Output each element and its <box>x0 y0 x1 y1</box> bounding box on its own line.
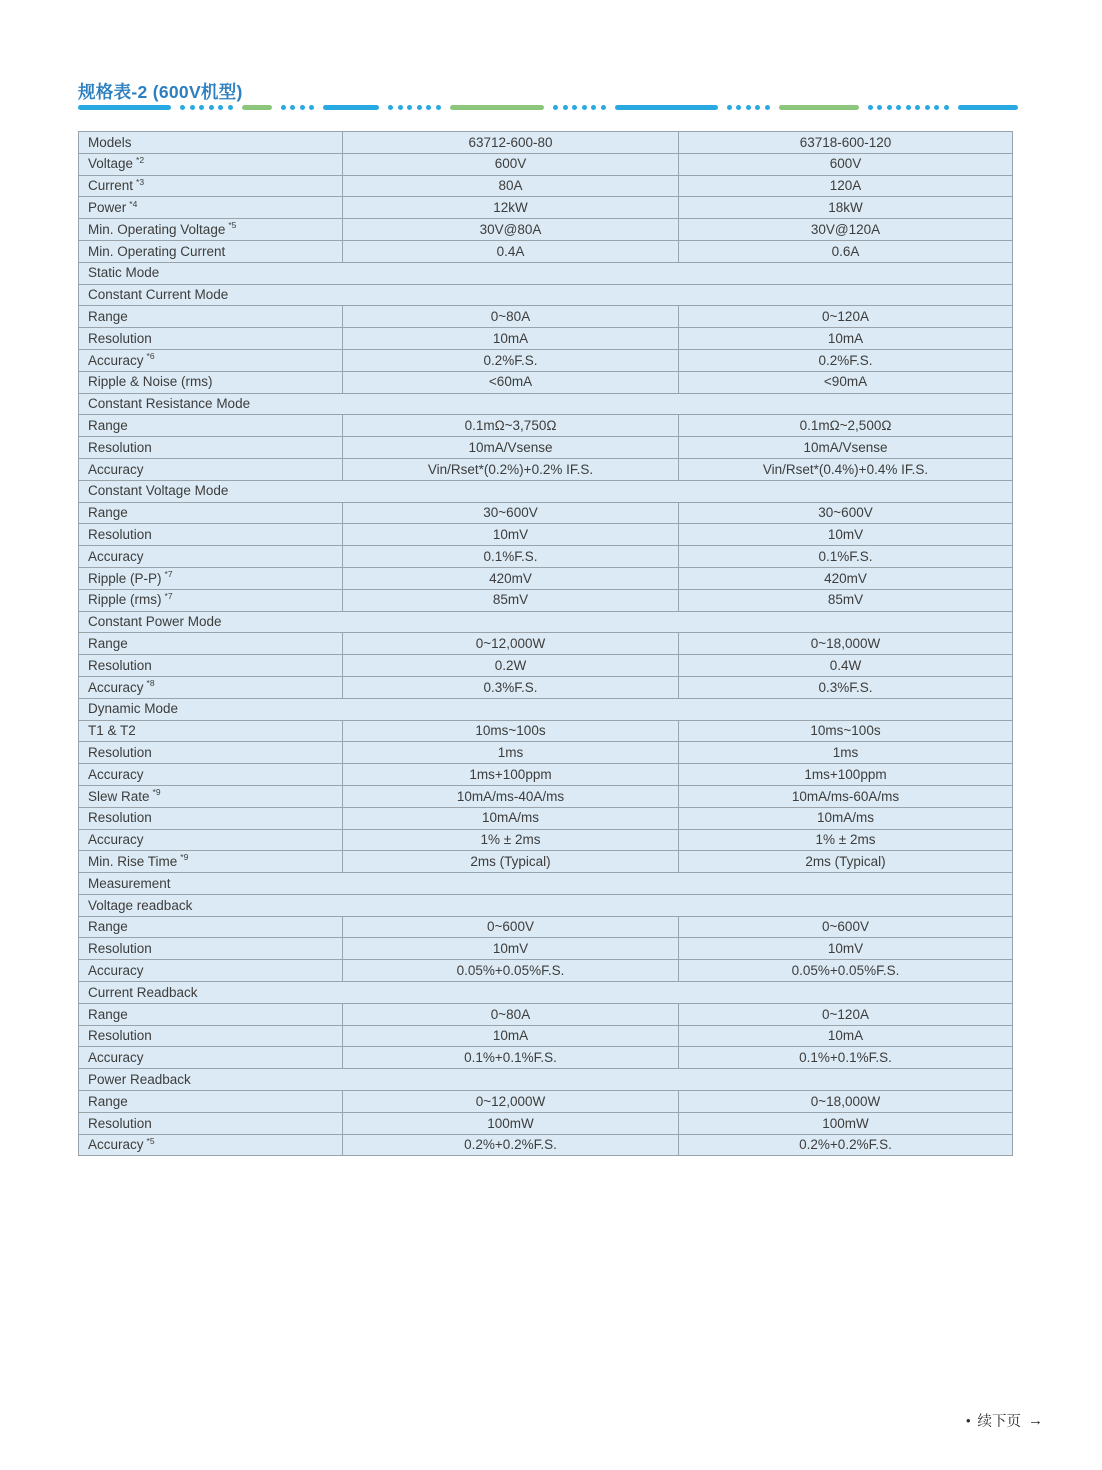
spec-label-cell: Ripple (P-P) $^{*7}$ <box>79 567 343 589</box>
separator-dot <box>417 105 422 110</box>
table-row <box>79 371 1013 393</box>
model-name-cell: 63712-600-80 <box>343 132 679 154</box>
table-row <box>79 720 1013 742</box>
decorative-separator <box>78 104 1018 111</box>
spec-value-cell: 0.2W <box>343 655 679 677</box>
spec-value-cell: 0~80A <box>343 306 679 328</box>
spec-value-cell: 0.1mΩ~2,500Ω <box>679 415 1013 437</box>
spec-value-cell: 1% ± 2ms <box>679 829 1013 851</box>
spec-label-cell: Resolution <box>79 938 343 960</box>
footer-continued-label: 续下页 <box>977 1414 1021 1430</box>
spec-value-cell: 12kW <box>343 197 679 219</box>
spec-value-cell: 18kW <box>679 197 1013 219</box>
spec-value-cell: 10mV <box>679 524 1013 546</box>
separator-dots <box>727 105 770 110</box>
spec-value-cell: 10ms~100s <box>679 720 1013 742</box>
spec-value-cell: 0.6A <box>679 240 1013 262</box>
spec-value-cell: 0~80A <box>343 1003 679 1025</box>
table-row <box>79 676 1013 698</box>
spec-label-cell: Range <box>79 1003 343 1025</box>
spec-label-cell: Resolution <box>79 742 343 764</box>
spec-value-cell: 10ms~100s <box>343 720 679 742</box>
spec-value-cell: Vin/Rset*(0.2%)+0.2% IF.S. <box>343 458 679 480</box>
table-row <box>79 175 1013 197</box>
spec-table <box>78 131 1013 1156</box>
spec-label-cell: Min. Operating Voltage $^{*5}$ <box>79 219 343 241</box>
separator-dot <box>944 105 949 110</box>
separator-dot <box>868 105 873 110</box>
spec-label-cell: Resolution <box>79 1112 343 1134</box>
models-label-cell: Models <box>79 132 343 154</box>
spec-label-cell: Accuracy <box>79 458 343 480</box>
spec-label-cell: Min. Rise Time $^{*9}$ <box>79 851 343 873</box>
separator-dot <box>934 105 939 110</box>
separator-dot <box>218 105 223 110</box>
spec-value-cell: 0.1%F.S. <box>679 546 1013 568</box>
subsection-header-cell: Constant Voltage Mode <box>79 480 1013 502</box>
table-row <box>79 851 1013 873</box>
spec-value-cell: 0.4W <box>679 655 1013 677</box>
spec-label-cell: Resolution <box>79 655 343 677</box>
separator-dot <box>765 105 770 110</box>
separator-dot <box>906 105 911 110</box>
table-row <box>79 982 1013 1004</box>
spec-label-cell: Range <box>79 502 343 524</box>
table-row <box>79 458 1013 480</box>
separator-dot <box>746 105 751 110</box>
table-row <box>79 742 1013 764</box>
footnote-marker: *5 <box>228 220 237 231</box>
subsection-header-cell: Voltage readback <box>79 894 1013 916</box>
spec-value-cell: 420mV <box>343 567 679 589</box>
table-row <box>79 1003 1013 1025</box>
spec-value-cell: 2ms (Typical) <box>343 851 679 873</box>
spec-value-cell: <60mA <box>343 371 679 393</box>
table-row <box>79 393 1013 415</box>
table-row <box>79 328 1013 350</box>
spec-value-cell: 10mA/Vsense <box>679 437 1013 459</box>
spec-value-cell: 10mA <box>343 1025 679 1047</box>
spec-label-cell: Accuracy $^{*5}$ <box>79 1134 343 1156</box>
spec-value-cell: 30~600V <box>679 502 1013 524</box>
section-header-cell: Dynamic Mode <box>79 698 1013 720</box>
subsection-header-cell: Constant Resistance Mode <box>79 393 1013 415</box>
table-row <box>79 1069 1013 1091</box>
table-row <box>79 916 1013 938</box>
spec-label-cell: Accuracy <box>79 546 343 568</box>
spec-value-cell: <90mA <box>679 371 1013 393</box>
table-row <box>79 240 1013 262</box>
spec-value-cell: 0~18,000W <box>679 633 1013 655</box>
spec-label-cell: Ripple (rms) $^{*7}$ <box>79 589 343 611</box>
separator-dot <box>190 105 195 110</box>
spec-value-cell: 100mW <box>679 1112 1013 1134</box>
spec-value-cell: 100mW <box>343 1112 679 1134</box>
separator-dot <box>300 105 305 110</box>
spec-value-cell: 0.1%+0.1%F.S. <box>679 1047 1013 1069</box>
table-row <box>79 1047 1013 1069</box>
spec-value-cell: 10mV <box>343 938 679 960</box>
footnote-marker: *7 <box>164 569 173 580</box>
separator-dot <box>281 105 286 110</box>
spec-value-cell: 30V@120A <box>679 219 1013 241</box>
spec-label-cell: T1 & T2 <box>79 720 343 742</box>
spec-label-cell: Ripple & Noise (rms) <box>79 371 343 393</box>
footnote-marker: *5 <box>146 1135 155 1146</box>
separator-dot <box>398 105 403 110</box>
table-row <box>79 437 1013 459</box>
subsection-header-cell: Constant Power Mode <box>79 611 1013 633</box>
spec-value-cell: 0.4A <box>343 240 679 262</box>
spec-value-cell: 1% ± 2ms <box>343 829 679 851</box>
spec-value-cell: 0.05%+0.05%F.S. <box>343 960 679 982</box>
separator-dot <box>290 105 295 110</box>
separator-dot <box>180 105 185 110</box>
table-row <box>79 938 1013 960</box>
spec-label-cell: Power $^{*4}$ <box>79 197 343 219</box>
separator-dot <box>407 105 412 110</box>
subsection-header-cell: Current Readback <box>79 982 1013 1004</box>
table-row <box>79 132 1013 154</box>
table-row <box>79 611 1013 633</box>
spec-value-cell: 85mV <box>343 589 679 611</box>
spec-value-cell: 10mA/ms-40A/ms <box>343 785 679 807</box>
spec-value-cell: 0~120A <box>679 1003 1013 1025</box>
spec-value-cell: Vin/Rset*(0.4%)+0.4% IF.S. <box>679 458 1013 480</box>
separator-dash <box>779 105 859 110</box>
separator-dot <box>436 105 441 110</box>
separator-dots <box>553 105 606 110</box>
separator-dot <box>755 105 760 110</box>
spec-value-cell: 600V <box>679 153 1013 175</box>
footnote-marker: *4 <box>129 198 138 209</box>
footnote-marker: *9 <box>152 787 161 798</box>
spec-label-cell: Accuracy <box>79 764 343 786</box>
spec-value-cell: 30~600V <box>343 502 679 524</box>
spec-value-cell: 80A <box>343 175 679 197</box>
separator-dot <box>572 105 577 110</box>
separator-dash <box>242 105 272 110</box>
separator-dot <box>209 105 214 110</box>
table-row <box>79 219 1013 241</box>
separator-dot <box>426 105 431 110</box>
spec-value-cell: 85mV <box>679 589 1013 611</box>
footnote-marker: *7 <box>164 590 173 601</box>
spec-value-cell: 0~18,000W <box>679 1091 1013 1113</box>
spec-value-cell: 2ms (Typical) <box>679 851 1013 873</box>
table-row <box>79 284 1013 306</box>
table-row <box>79 829 1013 851</box>
table-row <box>79 1112 1013 1134</box>
spec-value-cell: 10mV <box>679 938 1013 960</box>
spec-value-cell: 0.3%F.S. <box>679 676 1013 698</box>
table-row <box>79 349 1013 371</box>
separator-dots <box>868 105 949 110</box>
section-header-cell: Static Mode <box>79 262 1013 284</box>
spec-value-cell: 0.2%+0.2%F.S. <box>679 1134 1013 1156</box>
table-row <box>79 785 1013 807</box>
separator-dot <box>591 105 596 110</box>
spec-value-cell: 0.1%F.S. <box>343 546 679 568</box>
spec-label-cell: Range <box>79 633 343 655</box>
spec-value-cell: 600V <box>343 153 679 175</box>
table-row <box>79 764 1013 786</box>
separator-dot <box>736 105 741 110</box>
spec-value-cell: 1ms <box>343 742 679 764</box>
separator-dash <box>78 105 171 110</box>
model-name-cell: 63718-600-120 <box>679 132 1013 154</box>
spec-value-cell: 10mA <box>343 328 679 350</box>
table-row <box>79 589 1013 611</box>
table-row <box>79 894 1013 916</box>
table-row <box>79 633 1013 655</box>
spec-label-cell: Resolution <box>79 328 343 350</box>
table-row <box>79 197 1013 219</box>
page-footer <box>966 1410 1042 1431</box>
spec-value-cell: 0~12,000W <box>343 633 679 655</box>
table-row <box>79 960 1013 982</box>
separator-dot <box>925 105 930 110</box>
spec-value-cell: 0.2%+0.2%F.S. <box>343 1134 679 1156</box>
separator-dash <box>958 105 1018 110</box>
separator-dot <box>309 105 314 110</box>
spec-label-cell: Range <box>79 1091 343 1113</box>
spec-value-cell: 0~12,000W <box>343 1091 679 1113</box>
separator-dots <box>281 105 315 110</box>
spec-value-cell: 1ms+100ppm <box>679 764 1013 786</box>
separator-dot <box>563 105 568 110</box>
separator-dot <box>915 105 920 110</box>
separator-dot <box>887 105 892 110</box>
spec-value-cell: 10mA <box>679 328 1013 350</box>
section-header-cell: Measurement <box>79 873 1013 895</box>
table-row <box>79 873 1013 895</box>
spec-label-cell: Accuracy $^{*8}$ <box>79 676 343 698</box>
table-row <box>79 153 1013 175</box>
table-row <box>79 415 1013 437</box>
spec-value-cell: 0.2%F.S. <box>343 349 679 371</box>
spec-label-cell: Voltage $^{*2}$ <box>79 153 343 175</box>
page-title: 规格表-2 (600V机型) <box>78 82 243 102</box>
separator-dot <box>388 105 393 110</box>
spec-value-cell: 10mA <box>679 1025 1013 1047</box>
separator-dot <box>601 105 606 110</box>
table-row <box>79 262 1013 284</box>
spec-value-cell: 0~600V <box>343 916 679 938</box>
spec-value-cell: 10mV <box>343 524 679 546</box>
footnote-marker: *6 <box>146 351 155 362</box>
separator-dot <box>228 105 233 110</box>
spec-value-cell: 0.3%F.S. <box>343 676 679 698</box>
spec-value-cell: 10mA/ms <box>679 807 1013 829</box>
table-row <box>79 502 1013 524</box>
spec-label-cell: Resolution <box>79 1025 343 1047</box>
spec-value-cell: 0~600V <box>679 916 1013 938</box>
table-row <box>79 807 1013 829</box>
spec-label-cell: Slew Rate $^{*9}$ <box>79 785 343 807</box>
table-row <box>79 1134 1013 1156</box>
separator-dot <box>877 105 882 110</box>
spec-label-cell: Resolution <box>79 437 343 459</box>
separator-dot <box>553 105 558 110</box>
footnote-marker: *2 <box>136 154 145 165</box>
table-row <box>79 480 1013 502</box>
spec-label-cell: Range <box>79 916 343 938</box>
table-row <box>79 306 1013 328</box>
table-row <box>79 524 1013 546</box>
spec-label-cell: Accuracy <box>79 1047 343 1069</box>
separator-dash <box>615 105 718 110</box>
spec-value-cell: 1ms <box>679 742 1013 764</box>
spec-value-cell: 10mA/ms <box>343 807 679 829</box>
spec-value-cell: 10mA/Vsense <box>343 437 679 459</box>
footnote-marker: *3 <box>136 176 145 187</box>
separator-dash <box>323 105 379 110</box>
table-row <box>79 567 1013 589</box>
separator-dash <box>450 105 544 110</box>
table-row <box>79 698 1013 720</box>
spec-value-cell: 0.1%+0.1%F.S. <box>343 1047 679 1069</box>
spec-label-cell: Range <box>79 415 343 437</box>
footnote-marker: *9 <box>180 852 189 863</box>
separator-dot <box>896 105 901 110</box>
separator-dots <box>388 105 441 110</box>
subsection-header-cell: Constant Current Mode <box>79 284 1013 306</box>
spec-value-cell: 30V@80A <box>343 219 679 241</box>
subsection-header-cell: Power Readback <box>79 1069 1013 1091</box>
spec-value-cell: 1ms+100ppm <box>343 764 679 786</box>
spec-label-cell: Range <box>79 306 343 328</box>
footer-bullet: • <box>965 1413 971 1428</box>
spec-label-cell: Current $^{*3}$ <box>79 175 343 197</box>
spec-label-cell: Accuracy $^{*6}$ <box>79 349 343 371</box>
footnote-marker: *8 <box>146 678 155 689</box>
spec-value-cell: 0.1mΩ~3,750Ω <box>343 415 679 437</box>
spec-value-cell: 10mA/ms-60A/ms <box>679 785 1013 807</box>
spec-value-cell: 0~120A <box>679 306 1013 328</box>
table-row <box>79 655 1013 677</box>
arrow-right-icon: → <box>1028 1412 1042 1429</box>
separator-dots <box>180 105 233 110</box>
spec-value-cell: 420mV <box>679 567 1013 589</box>
spec-label-cell: Accuracy <box>79 829 343 851</box>
spec-label-cell: Resolution <box>79 807 343 829</box>
table-row <box>79 546 1013 568</box>
separator-dot <box>199 105 204 110</box>
spec-value-cell: 0.05%+0.05%F.S. <box>679 960 1013 982</box>
spec-value-cell: 0.2%F.S. <box>679 349 1013 371</box>
spec-label-cell: Accuracy <box>79 960 343 982</box>
spec-label-cell: Resolution <box>79 524 343 546</box>
separator-dot <box>582 105 587 110</box>
table-row <box>79 1091 1013 1113</box>
spec-label-cell: Min. Operating Current <box>79 240 343 262</box>
table-row <box>79 1025 1013 1047</box>
separator-dot <box>727 105 732 110</box>
spec-value-cell: 120A <box>679 175 1013 197</box>
